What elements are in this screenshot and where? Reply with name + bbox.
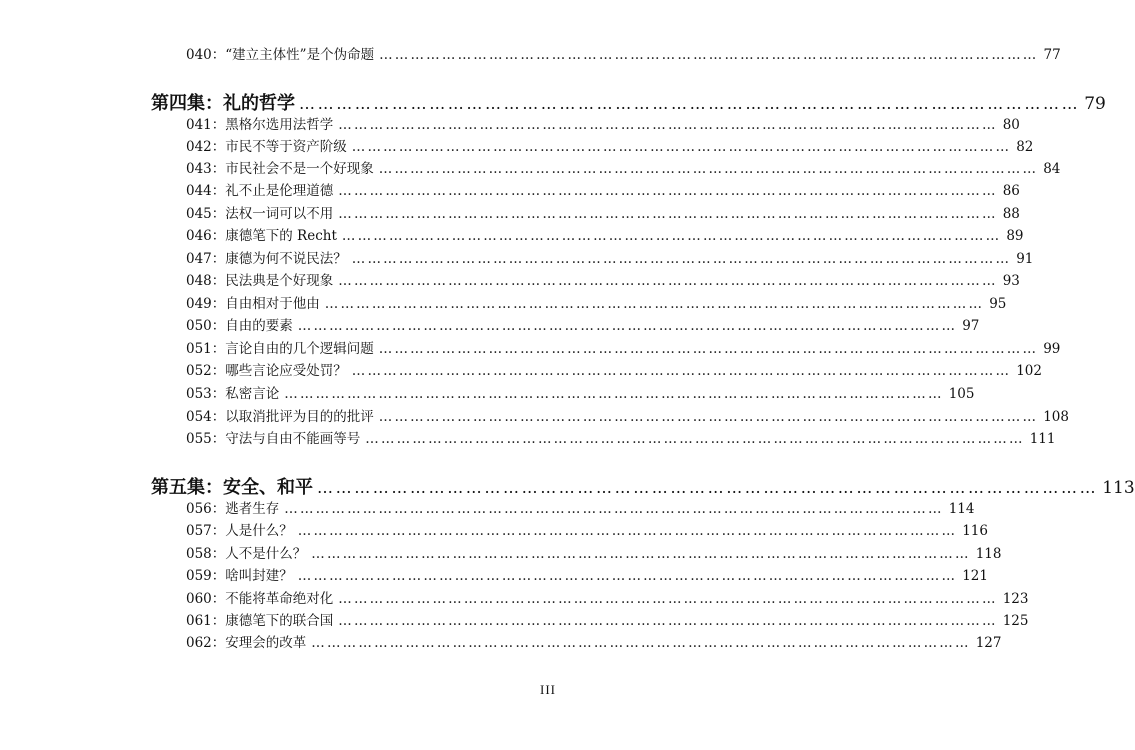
toc-entry-title: 060：不能将革命绝对化 [186, 591, 334, 607]
toc-entry-page: 116 [962, 523, 988, 539]
toc-entry [186, 116, 1020, 134]
toc-entry-page: 118 [975, 546, 1002, 562]
toc-entry [186, 227, 1024, 245]
toc-entry [186, 430, 1056, 448]
toc-entry [186, 250, 1034, 268]
toc-entry [186, 317, 980, 335]
toc-entry-page: 125 [1002, 613, 1029, 629]
leader-dots: ……………………………………………………………………………………………………………… [338, 613, 998, 629]
leader-dots: ……………………………………………………………………………………………………………… [338, 117, 998, 133]
leader-dots: ……………………………………………………………………………………………………………… [284, 501, 944, 517]
leader-dots: ……………………………………………………………………………………………………………… [378, 161, 1039, 177]
toc-entry-page: 84 [1043, 161, 1061, 177]
toc-entry [186, 545, 1002, 563]
toc-entry [186, 46, 1061, 64]
leader-dots: ……………………………………………………………………………………………………………… [297, 523, 958, 539]
toc-entry-title: 062：安理会的改革 [186, 635, 307, 651]
toc-entry-title: 059：啥叫封建？ [186, 568, 293, 584]
leader-dots: ……………………………………………………………………………………………………………… [379, 47, 1039, 63]
leader-dots: ……………………………………………………………………………………………………………… [365, 431, 1025, 447]
toc-entry-title: 058：人不是什么？ [186, 546, 307, 562]
leader-dots: ……………………………………………………………………………………………………………… [351, 363, 1012, 379]
toc-entry [186, 612, 1029, 630]
toc-entry [186, 500, 975, 518]
toc-entry [186, 160, 1061, 178]
toc-entry-page: 89 [1006, 228, 1024, 244]
toc-entry [186, 567, 988, 585]
toc-entry-title: 042：市民不等于资产阶级 [186, 139, 347, 155]
leader-dots: ……………………………………………………………………………………………………………… [338, 183, 998, 199]
toc-entry-title: 046：康德笔下的 Recht [186, 228, 337, 244]
toc-entry-title: 057：人是什么？ [186, 523, 293, 539]
leader-dots: ……………………………………………………………………………………………………………… [338, 273, 998, 289]
toc-entry-page: 95 [989, 296, 1007, 312]
toc-entry [186, 634, 1002, 652]
toc-entry-page: 88 [1002, 206, 1020, 222]
toc-entry-title: 051：言论自由的几个逻辑问题 [186, 341, 374, 357]
leader-dots: ……………………………………………………………………………………………………………… [378, 409, 1039, 425]
toc-entry-page: 80 [1002, 117, 1020, 133]
toc-entry [186, 138, 1034, 156]
toc-entry [186, 385, 975, 403]
toc-entry-title: 043：市民社会不是一个好现象 [186, 161, 374, 177]
toc-entry-title: 055：守法与自由不能画等号 [186, 431, 361, 447]
toc-entry-page: 93 [1002, 273, 1020, 289]
page-folio: III [540, 682, 556, 697]
chapter-heading [151, 477, 1135, 499]
toc-entry [186, 362, 1042, 380]
toc-entry [186, 205, 1020, 223]
chapter-heading [151, 93, 1106, 115]
toc-entry-title: 047：康德为何不说民法？ [186, 251, 347, 267]
toc-entry [186, 522, 988, 540]
toc-entry-title: 056：逃者生存 [186, 501, 280, 517]
toc-entry-title: 054：以取消批评为目的的批评 [186, 409, 374, 425]
leader-dots: ……………………………………………………………………………………………………………… [378, 341, 1039, 357]
toc-entry-page: 99 [1043, 341, 1061, 357]
leader-dots: ……………………………………………………………………………………………………………… [341, 228, 1002, 244]
leader-dots: ……………………………………………………………………………………………………………… [317, 478, 1099, 497]
toc-entry-page: 114 [948, 501, 975, 517]
toc-entry-page: 86 [1002, 183, 1020, 199]
toc-entry-page: 102 [1016, 363, 1042, 379]
toc-entry-page: 82 [1016, 139, 1034, 155]
leader-dots: ……………………………………………………………………………………………………………… [311, 635, 971, 651]
toc-entry [186, 182, 1020, 200]
leader-dots: ……………………………………………………………………………………………………………… [297, 318, 958, 334]
toc-entry [186, 272, 1020, 290]
chapter-page: 79 [1084, 94, 1106, 114]
toc-entry-page: 108 [1043, 409, 1069, 425]
toc-entry-title: 048：民法典是个好现象 [186, 273, 334, 289]
toc-entry-title: 045：法权一词可以不用 [186, 206, 334, 222]
toc-entry-title: 052：哪些言论应受处罚？ [186, 363, 347, 379]
toc-entry-page: 97 [962, 318, 980, 334]
chapter-title: 第五集：安全、和平 [151, 477, 313, 498]
chapter-title: 第四集：礼的哲学 [151, 93, 295, 114]
toc-entry-title: 049：自由相对于他由 [186, 296, 320, 312]
toc-entry-title: 044：礼不止是伦理道德 [186, 183, 334, 199]
leader-dots: ……………………………………………………………………………………………………………… [299, 94, 1081, 113]
toc-entry [186, 590, 1029, 608]
toc-entry-title: 041：黑格尔选用法哲学 [186, 117, 334, 133]
chapter-page: 113 [1102, 478, 1135, 498]
leader-dots: ……………………………………………………………………………………………………………… [324, 296, 985, 312]
toc-entry-title: 050：自由的要素 [186, 318, 293, 334]
leader-dots: ……………………………………………………………………………………………………………… [311, 546, 971, 562]
toc-entry-page: 121 [962, 568, 988, 584]
toc-entry [186, 340, 1061, 358]
leader-dots: ……………………………………………………………………………………………………………… [297, 568, 958, 584]
toc-entry [186, 295, 1007, 313]
toc-entry-page: 111 [1029, 431, 1056, 447]
toc-entry-page: 105 [948, 386, 975, 402]
leader-dots: ……………………………………………………………………………………………………………… [351, 251, 1012, 267]
toc-entry-title: 053：私密言论 [186, 386, 280, 402]
toc-entry-title: 040：“建立主体性”是个伪命题 [186, 47, 375, 63]
toc-entry-page: 127 [975, 635, 1002, 651]
toc-entry-page: 77 [1043, 47, 1061, 63]
toc-entry [186, 408, 1069, 426]
leader-dots: ……………………………………………………………………………………………………………… [351, 139, 1012, 155]
leader-dots: ……………………………………………………………………………………………………………… [284, 386, 944, 402]
leader-dots: ……………………………………………………………………………………………………………… [338, 591, 998, 607]
toc-entry-page: 123 [1002, 591, 1029, 607]
toc-entry-title: 061：康德笔下的联合国 [186, 613, 334, 629]
leader-dots: ……………………………………………………………………………………………………………… [338, 206, 998, 222]
toc-entry-page: 91 [1016, 251, 1034, 267]
